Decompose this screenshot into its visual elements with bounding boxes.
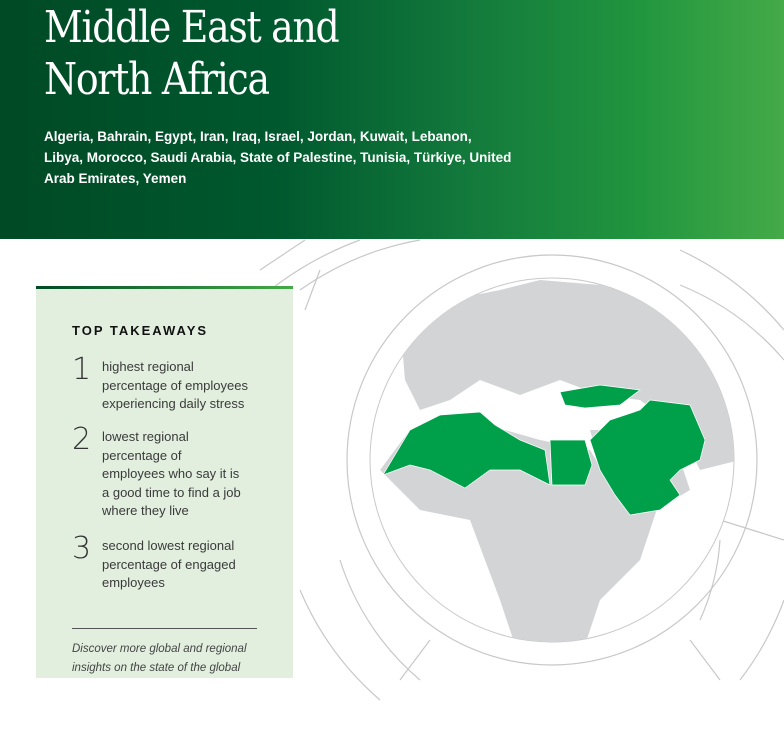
page-title: Middle East and North Africa bbox=[44, 2, 339, 105]
takeaway-text: highest regional percentage of employees experiencing daily stress bbox=[102, 359, 248, 411]
takeaway-number: 2 bbox=[72, 422, 92, 457]
header-banner bbox=[0, 0, 784, 239]
top-takeaways-panel bbox=[36, 286, 293, 678]
discover-more-text: Discover more global and regional insights on the state of the global bbox=[72, 643, 247, 674]
takeaways-heading: TOP TAKEAWAYS bbox=[72, 323, 209, 338]
divider bbox=[72, 628, 257, 629]
panel-accent-bar bbox=[36, 286, 293, 289]
country-list: Algeria, Bahrain, Egypt, Iran, Iraq, Israel, Jordan, Kuwait, Lebanon, Libya, Morocco, Saudi Arabia, State of Palestine, Tunisia, Türkiye, United Arab Emirates, Yemen bbox=[44, 129, 512, 186]
takeaway-number: 3 bbox=[72, 531, 92, 566]
takeaway-text: lowest regional percentage of employees who say it is a good time to find a job where they live bbox=[102, 429, 241, 518]
takeaway-text: second lowest regional percentage of engaged employees bbox=[102, 538, 236, 590]
takeaway-number: 1 bbox=[72, 352, 92, 387]
